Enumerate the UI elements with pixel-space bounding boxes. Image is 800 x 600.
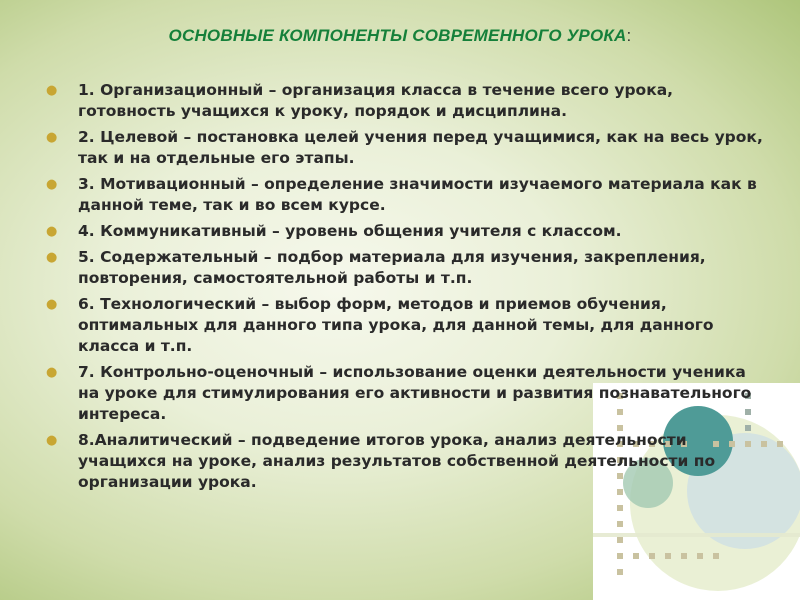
list-item-text: 3. Мотивационный – определение значимости изучаемого материала как в данной теме, так и во всем курсе. — [78, 175, 757, 214]
list-item-text: 7. Контрольно-оценочный – использование оценки деятельности ученика на уроке для стимулирования его активности и развития познавательного интереса. — [78, 363, 752, 423]
list-item — [46, 430, 766, 493]
bullet-icon: ● — [46, 224, 58, 239]
bullet-icon: ● — [46, 297, 58, 312]
list-item-text: 1. Организационный – организация класса в течение всего урока, готовность учащихся к уроку, порядок и дисциплина. — [78, 81, 674, 120]
list-item-text: 6. Технологический – выбор форм, методов и приемов обучения, оптимальных для данного типа урока, для данной темы, для данного класса и т.п. — [78, 295, 714, 355]
list-item — [46, 221, 766, 242]
list-item — [46, 362, 766, 425]
list-item — [46, 127, 766, 169]
list-item — [46, 294, 766, 357]
bullet-icon: ● — [46, 250, 58, 265]
list-item — [46, 80, 766, 122]
list-item — [46, 247, 766, 289]
bullet-icon: ● — [46, 433, 58, 448]
slide-title-text: ОСНОВНЫЕ КОМПОНЕНТЫ СОВРЕМЕННОГО УРОКА — [168, 26, 627, 45]
list-item — [46, 174, 766, 216]
list-item-text: 4. Коммуникативный – уровень общения учителя с классом. — [78, 222, 622, 240]
slide-title — [0, 26, 800, 46]
list-item-text: 8.Аналитический – подведение итогов урока, анализ деятельности учащихся на уроке, анализ результатов собственной деятельности по организации урока. — [78, 431, 716, 491]
slide-title-colon: : — [626, 26, 632, 45]
bullet-icon: ● — [46, 365, 58, 380]
bullet-icon: ● — [46, 130, 58, 145]
list-item-text: 2. Целевой – постановка целей учения перед учащимися, как на весь урок, так и на отдельные его этапы. — [78, 128, 763, 167]
component-list — [46, 80, 766, 498]
list-item-text: 5. Содержательный – подбор материала для изучения, закрепления, повторения, самостоятельной работы и т.п. — [78, 248, 706, 287]
bullet-icon: ● — [46, 177, 58, 192]
bullet-icon: ● — [46, 83, 58, 98]
